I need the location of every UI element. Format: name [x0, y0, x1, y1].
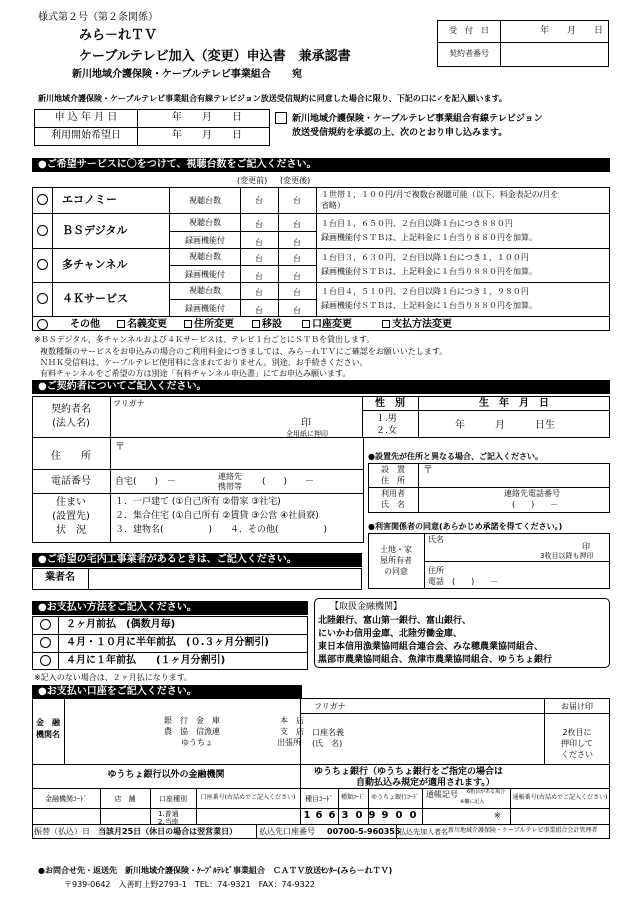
install-header: ●設置先が住所と異なる場合、ご記入ください。	[368, 452, 543, 461]
consent-text-line2: 放送受信規約を承認の上、次のとおり申し込みます。	[292, 128, 508, 138]
service-multi-desc2: 録画機能付ＳＴＢは、上記料金に１台当り８８０円を加算。	[321, 267, 537, 276]
contractor-name-label2: (法人名)	[52, 418, 90, 429]
phone-contact-label: 連絡先	[218, 472, 242, 481]
consent-text-line1: 新川地域介護保険・ケーブルテレビ事業組合有線テレビジョン	[292, 114, 543, 124]
interest-label: 土地・家	[380, 545, 412, 554]
code-digit: 0	[355, 810, 363, 821]
note-stb: ※ＢＳデジタル、多チャンネルおよび４Ｋサービスは、テレビ１台ごとにＳＴＢを貸出します。	[34, 335, 375, 344]
view-count-label: 視聴台数	[189, 252, 221, 261]
institution-type-coop[interactable]: 農 協 信漁連	[164, 727, 220, 736]
gender-label: 性 別	[375, 398, 405, 409]
service-bs-select[interactable]	[37, 225, 48, 236]
services-header: ●ご希望サービスに〇をつけて、視聴台数をご記入ください。	[32, 158, 610, 172]
institution-field[interactable]	[66, 700, 154, 762]
contractor-name-label: 契約者名	[51, 404, 91, 415]
kind-code-label: 種目ｺｰﾄﾞ	[305, 795, 333, 803]
count-before[interactable]: 台	[255, 220, 263, 229]
phone-mobile-field[interactable]: ( ) －	[262, 477, 315, 487]
service-4k-desc2: 録画機能付ＳＴＢは、上記料金に１台当り８８０円を加算。	[321, 301, 537, 310]
contact-phone-label: 連絡先電話番号	[504, 489, 560, 498]
account-seal-note2: 押印して	[561, 739, 593, 748]
before-change-label: (変更前)	[237, 176, 268, 185]
address-label: 住 所	[51, 451, 91, 462]
code-digit: 6	[315, 810, 323, 821]
contractor-header: ●ご契約者についてご記入ください。	[32, 380, 610, 394]
contact-info: ●お問合せ先・返送先 新川地域介護保険・ｹｰﾌﾞﾙﾃﾚﾋﾞ事業組合 ＣＡＴＶ放送ｾﾝﾀｰ(みら－れＴＶ)	[38, 866, 393, 875]
housing-option-other[interactable]: ３．建物名( ) ４．その他( )	[115, 525, 328, 535]
service-other-select[interactable]	[37, 319, 48, 330]
yucho-code-label: ゆうちょ銀行ｺｰﾄﾞ	[370, 794, 419, 801]
account-header: ●お支払い口座をご記入ください。	[32, 685, 302, 699]
service-bs-desc2: 録画機能付ＳＴＢは、上記料金に１台当り８８０円を加算。	[321, 233, 537, 242]
addressee-suffix: 宛	[292, 69, 302, 80]
contractor-company-header: ●ご希望の宅内工事業者があるときは、ご記入ください。	[32, 553, 362, 567]
count-before[interactable]: 台	[255, 288, 263, 297]
institution-type-yucho[interactable]: ゆうちょ	[181, 738, 213, 747]
count-before[interactable]: 台	[255, 254, 263, 263]
transfer-date-label: 振替（払込）日	[34, 827, 90, 836]
address-field[interactable]: 〒	[115, 442, 125, 453]
apply-date-label: 申 込 年 月 日	[54, 112, 118, 123]
service-economy-desc: １世帯１，１００円/月で複数台視聴可能（以下、料金表記の/月を	[321, 190, 559, 199]
store-code-label: 店 舗	[114, 795, 136, 803]
apply-date-field[interactable]: 年 月 日	[172, 112, 242, 123]
service-4k-desc: １台目４，５１０円、２台目以降１台につき１，９８０円	[321, 287, 529, 296]
account-seal-note: 2枚目に	[562, 728, 592, 737]
service-4k-select[interactable]	[37, 293, 48, 304]
contractor-name-field[interactable]	[113, 410, 313, 434]
intro-text: 新川地域介護保険・ケーブルテレビ事業組合有線テレビジョン放送受信規約に同意した場合に限り、下記の口に✓を記入願います。	[38, 94, 507, 103]
interest-phone-field[interactable]: 電話 ( ) －	[428, 577, 499, 586]
payment-header: ●お支払い方法をご記入ください。	[32, 601, 308, 615]
code-digit: 0	[409, 810, 417, 821]
count-after[interactable]: 台	[293, 196, 301, 205]
option-address-change[interactable]: 住所変更	[184, 319, 234, 331]
account-type-current[interactable]: 2.当座	[158, 818, 179, 826]
bank-code-field[interactable]	[34, 810, 98, 824]
yucho-note: 自動払込み規定が適用されます。）	[356, 778, 495, 788]
install-address-label: 設 置	[381, 465, 405, 474]
payment-note: ※記入のない場合は、２ヶ月払になります。	[34, 673, 193, 682]
service-bs-desc: １台目１，６５０円、２台目以降１台につき８８０円	[321, 219, 513, 228]
account-type-label: 口座種別	[159, 795, 187, 803]
payment-2month-label: ２ヶ月前払 (偶数月毎)	[66, 619, 176, 630]
seal-label: お届け印	[561, 702, 593, 711]
housing-option-apartment[interactable]: ２．集合住宅 (①自己所有 ②賃貸 ③公営 ④社員寮)	[115, 511, 319, 521]
contract-number-label: 契約者番号	[449, 49, 489, 58]
interest-header: ●利害関係者の同意(あらかじめ承諾を得てください。)	[368, 522, 563, 531]
receipt-date-field[interactable]: 年 月 日	[540, 26, 604, 36]
payment-year-label: ４月に１年前払 (１ヶ月分割引)	[66, 655, 226, 666]
count-after[interactable]: 台	[293, 306, 301, 315]
count-before[interactable]: 台	[255, 306, 263, 315]
interest-seal-note: 3枚目以降も押印	[540, 552, 594, 560]
addressee: 新川地域介護保険・ケーブルテレビ事業組合	[72, 69, 271, 80]
kind2-code-label: 種類ｺｰﾄﾞ	[340, 794, 365, 801]
receipt-date-label: 受 付 日	[449, 26, 489, 35]
after-change-label: (変更後)	[280, 176, 311, 185]
account-seal-note3: ください	[561, 750, 593, 759]
payee-value: 新川地域介護保険・ケーブルテレビ事業組合会計管理者	[448, 827, 598, 834]
gender-female[interactable]: ２.女	[376, 426, 397, 436]
payment-option-halfyear[interactable]	[40, 637, 51, 648]
service-4k-name: ４Ｋサービス	[62, 292, 128, 305]
rec-count-label: 録画機能付	[185, 270, 225, 279]
furigana-label: フリガナ	[113, 399, 145, 408]
form-title-brand: みら－れＴＶ	[79, 28, 158, 43]
housing-label3: 状 況	[56, 525, 86, 536]
service-economy-select[interactable]	[37, 194, 48, 205]
view-count-label: 視聴台数	[189, 196, 221, 205]
bank-list-line1: 北陸銀行、富山第一銀行、富山銀行、	[318, 616, 472, 626]
birthdate-field[interactable]: 年 月 日生	[455, 420, 555, 431]
passbook-number-field[interactable]	[512, 810, 608, 824]
contractor-company-field[interactable]	[90, 570, 360, 588]
store-code-field[interactable]	[102, 810, 148, 824]
code-digit: 1	[303, 810, 311, 821]
service-multi-select[interactable]	[37, 259, 48, 270]
holder-label: 口座名義	[312, 728, 344, 737]
count-before[interactable]: 台	[255, 238, 263, 247]
account-number-field[interactable]	[198, 810, 298, 824]
passbook-symbol-note: 6桁目がある場合	[467, 789, 506, 795]
install-address-label2: 住 所	[381, 476, 405, 485]
contractor-company-label: 業者名	[45, 572, 75, 583]
interest-name-label: 氏名	[428, 535, 444, 544]
contract-number-field[interactable]	[502, 44, 607, 64]
other-label: その他	[70, 319, 100, 330]
payment-halfyear-label: ４月・１０月に半年前払 (０.３ヶ月分割引)	[66, 637, 269, 648]
interest-label3: の同意	[384, 567, 408, 576]
service-multi-desc: １台目３，６３０円、２台目以降１台につき１，１００円	[321, 253, 529, 262]
user-name-label: 利用者	[381, 489, 405, 498]
code-digit: 6	[328, 810, 336, 821]
service-bs-name: ＢＳデジタル	[62, 224, 128, 237]
yucho-label: ゆうちょ銀行（ゆうちょ銀行をご指定の場合は	[314, 767, 504, 777]
housing-option-house[interactable]: １．一戸建て (①自己所有 ②借家 ③社宅)	[115, 497, 281, 507]
note-paid: 有料チャンネルをご希望の方は別途「有料チャンネル申込書」にてお申込み願います。	[40, 369, 351, 378]
passbook-symbol-note2: ※欄に記入	[460, 799, 485, 805]
checkbox-icon	[382, 320, 390, 328]
branch-main[interactable]: 本 店	[280, 716, 304, 725]
form-number: 様式第２号（第２条関係）	[38, 12, 158, 23]
interest-label2: 屋所有者	[380, 556, 412, 565]
other-bank-label: ゆうちょ銀行以外の金融機関	[107, 770, 225, 780]
phone-home-field[interactable]: 自宅( ) －	[115, 477, 177, 487]
user-name-label2: 氏 名	[381, 500, 405, 509]
checkbox-icon	[302, 320, 310, 328]
option-account-change[interactable]: 口座変更	[302, 319, 352, 331]
service-economy-name: エコノミー	[62, 193, 117, 206]
passbook-sixth-digit-mark: ※	[494, 811, 501, 820]
financial-institutions-title: 【取扱金融機関】	[330, 602, 403, 612]
count-before[interactable]: 台	[255, 196, 263, 205]
note-multi: 複数種類のサービスをお申込みの場合のご利用料金につきましては、みら－れＴＶにご確認をお願いいたします。	[40, 347, 448, 356]
institution-label2: 機関名	[36, 730, 60, 739]
holder-label2: (氏 名)	[312, 739, 343, 748]
yucho-code-digits	[301, 809, 421, 824]
phone-label: 電話番号	[51, 476, 91, 487]
interest-seal-mark: 印	[582, 542, 590, 551]
payee-label: 払込先加入者名	[399, 828, 448, 836]
bank-code-label: 金融機関ｺｰﾄﾞ	[45, 795, 87, 803]
passbook-number-label: 通帳番号(右詰めでご記入ください)	[512, 794, 608, 801]
option-relocation[interactable]: 移設	[252, 319, 282, 331]
housing-label2: (設置先)	[52, 511, 90, 522]
code-digit: 0	[395, 810, 403, 821]
payment-option-year[interactable]	[40, 655, 51, 666]
code-digit: 9	[368, 810, 376, 821]
destination-account-value: 00700-5-960355	[327, 827, 401, 836]
account-furigana-label: フリガナ	[314, 702, 346, 711]
code-digit: 9	[381, 810, 389, 821]
housing-label: 住まい	[56, 497, 86, 508]
service-multi-name: 多チャンネル	[62, 258, 128, 271]
view-count-label: 視聴台数	[189, 286, 221, 295]
option-payment-change[interactable]: 支払方法変更	[382, 319, 452, 331]
note-nhk: ＮＨＫ受信料は、ケーブルテレビ使用料に含まれておりません。別途、お手続きください。	[40, 358, 368, 367]
rec-count-label: 録画機能付	[185, 236, 225, 245]
destination-account-label: 払込先口座番号	[259, 827, 315, 836]
seal-mark: 印	[301, 418, 311, 429]
checkbox-icon	[252, 320, 260, 328]
institution-type-bank[interactable]: 銀 行 金 庫	[164, 716, 220, 725]
account-number-label: 口座番号(右詰めでご記入ください)	[200, 794, 296, 801]
form-title: ケーブルテレビ加入（変更）申込書 兼承認書	[79, 49, 351, 64]
count-after[interactable]: 台	[293, 238, 301, 247]
birthdate-label: 生 年 月 日	[479, 398, 549, 409]
option-name-change[interactable]: 名義変更	[117, 319, 167, 331]
passbook-symbol-label: 通帳記号	[426, 790, 458, 799]
bank-list-line4: 黒部市農業協同組合、魚津市農業協同組合、ゆうちょ銀行	[318, 655, 553, 665]
count-after[interactable]: 台	[293, 220, 301, 229]
count-after[interactable]: 台	[293, 288, 301, 297]
install-address-field[interactable]: 〒	[423, 465, 433, 476]
account-type-ordinary[interactable]: 1.普通	[158, 810, 179, 818]
payment-option-2month[interactable]	[40, 619, 51, 630]
user-name-field[interactable]	[420, 489, 500, 511]
count-after[interactable]: 台	[293, 272, 301, 281]
checkbox-icon	[117, 320, 125, 328]
start-date-field[interactable]: 年 月 日	[172, 130, 242, 141]
bank-list-line2: にいかわ信用金庫、北陸労働金庫、	[318, 629, 463, 639]
transfer-date-value: 当該月25日（休日の場合は翌営業日）	[98, 827, 238, 836]
branch-sub[interactable]: 支 店	[280, 727, 304, 736]
consent-checkbox[interactable]	[275, 112, 287, 124]
service-economy-desc2: 省略）	[321, 201, 345, 210]
phone-contact-label2: 携帯等	[218, 482, 242, 491]
view-count-label: 視聴台数	[189, 218, 221, 227]
gender-male[interactable]: １.男	[376, 414, 397, 424]
contact-phone-field[interactable]: ( ) －	[512, 500, 559, 509]
rec-count-label: 録画機能付	[185, 304, 225, 313]
count-after[interactable]: 台	[293, 254, 301, 263]
code-digit: 3	[341, 810, 349, 821]
seal-note: 全用紙に押印	[286, 430, 328, 438]
start-date-label: 利用開始希望日	[51, 130, 121, 141]
contact-address: 〒939-0642 入善町上野2793-1 TEL：74-9321 FAX：74-9322	[64, 880, 315, 889]
account-holder-field[interactable]	[352, 716, 540, 762]
institution-label: 金 融	[36, 718, 60, 727]
bank-list-line3: 東日本信用漁業協同組合連合会、みな穂農業協同組合、	[318, 642, 544, 652]
interest-address-label: 住所	[428, 566, 444, 575]
branch-office[interactable]: 出張所	[277, 738, 301, 747]
checkbox-icon	[184, 320, 192, 328]
count-before[interactable]: 台	[255, 272, 263, 281]
